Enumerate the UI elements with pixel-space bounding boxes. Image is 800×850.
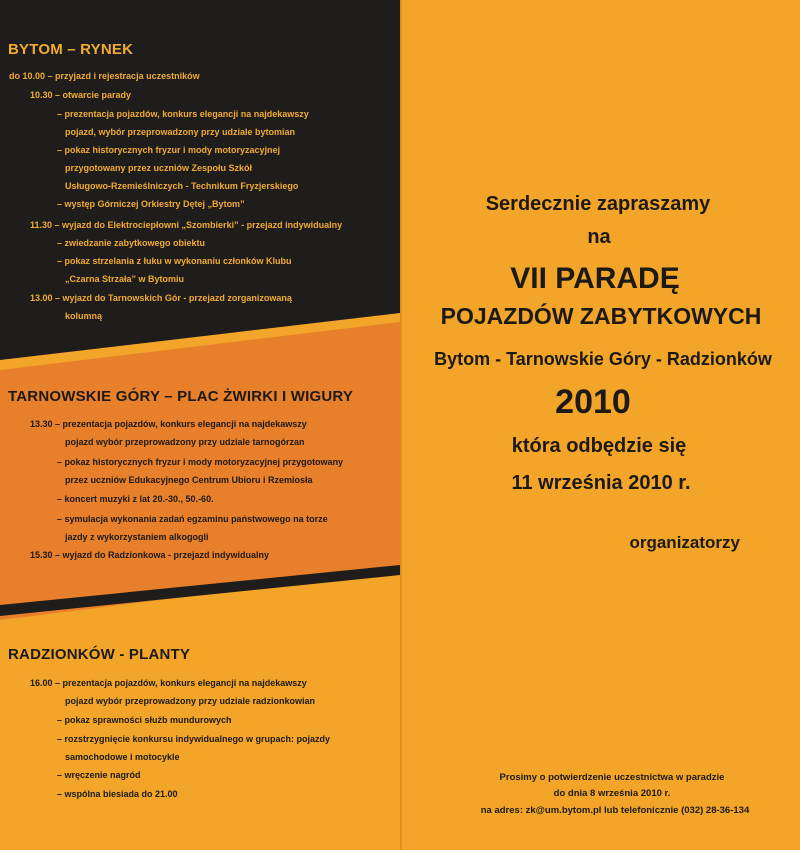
schedule-line: – pokaz sprawności służb mundurowych [57, 715, 232, 725]
schedule-line: – pokaz historycznych fryzur i mody motoryzacyjnej przygotowany [57, 457, 344, 467]
schedule-line: 16.00 – prezentacja pojazdów, konkurs elegancji na najdekawszy [30, 678, 307, 688]
schedule-line: do 10.00 – przyjazd i rejestracja uczestników [9, 71, 200, 81]
schedule-line: 15.30 – wyjazd do Radzionkowa - przejazd indywidualny [30, 550, 270, 560]
schedule-line: – rozstrzygnięcie konkursu indywidualnego w grupach: pojazdy [57, 734, 331, 744]
event-date-intro: która odbędzie się [511, 435, 687, 457]
schedule-line: Usługowo-Rzemieślniczych - Technikum Fryzjerskiego [65, 181, 299, 191]
rsvp-line1: Prosimy o potwierdzenie uczestnictwa w paradzie [499, 772, 725, 783]
schedule-line: – pokaz historycznych fryzur i mody motoryzacyjnej [57, 145, 281, 155]
schedule-line: przez uczniów Edukacyjnego Centrum Ubioru i Rzemiosła [65, 475, 313, 485]
event-route: Bytom - Tarnowskie Góry - Radzionków [434, 349, 772, 369]
event-name-line1: VII PARADĘ [510, 262, 680, 295]
schedule-line: 13.00 – wyjazd do Tarnowskich Gór - przejazd zorganizowaną [30, 293, 292, 303]
rsvp-line2: do dnia 8 września 2010 r. [553, 788, 671, 799]
section-title-radzionkow: RADZIONKÓW - PLANTY [8, 646, 191, 663]
schedule-line: 10.30 – otwarcie parady [30, 90, 132, 100]
event-year: 2010 [555, 383, 631, 421]
event-date: 11 września 2010 r. [511, 472, 691, 494]
schedule-line: – prezentacja pojazdów, konkurs elegancji na najdekawszy [57, 109, 309, 119]
schedule-line: jazdy z wykorzystaniem alkogogli [65, 532, 209, 542]
schedule-line: „Czarna Strzała” w Bytomiu [65, 274, 185, 284]
schedule-line: pojazd wybór przeprowadzony przy udziale radzionkowian [65, 696, 316, 706]
schedule-line: samochodowe i motocykle [65, 752, 180, 762]
schedule-line: – wspólna biesiada do 21.00 [57, 789, 178, 799]
schedule-line: – symulacja wykonania zadań egzaminu państwowego na torze [57, 514, 328, 524]
schedule-line: 11.30 – wyjazd do Elektrociepłowni „Szombierki” - przejazd indywidualny [30, 220, 343, 230]
schedule-line: pojazd, wybór przeprowadzony przy udziale bytomian [65, 127, 296, 137]
event-name-line2: POJAZDÓW ZABYTKOWYCH [440, 303, 762, 329]
rsvp-contact: na adres: zk@um.bytom.pl lub telefonicznie (032) 28-36-134 [480, 805, 750, 816]
section-title-bytom: BYTOM – RYNEK [8, 41, 134, 58]
invitation-greeting: Serdecznie zapraszamy [485, 193, 711, 215]
schedule-line: pojazd wybór przeprowadzony przy udziale tarnogórzan [65, 437, 305, 447]
schedule-line: – pokaz strzelania z łuku w wykonaniu członków Klubu [57, 256, 292, 266]
schedule-line: 13.30 – prezentacja pojazdów, konkurs elegancji na najdekawszy [30, 419, 307, 429]
section-title-tarnowskie-gory: TARNOWSKIE GÓRY – PLAC ŻWIRKI I WIGURY [8, 388, 354, 405]
schedule-line: – wręczenie nagród [57, 770, 141, 780]
schedule-line: – koncert muzyki z lat 20.-30., 50.-60. [57, 494, 214, 504]
schedule-line: – występ Górniczej Orkiestry Dętej „Bytom” [57, 199, 245, 209]
schedule-line: kolumną [65, 311, 103, 321]
schedule-line: przygotowany przez uczniów Zespołu Szkół [65, 163, 253, 173]
schedule-line: – zwiedzanie zabytkowego obiektu [57, 238, 206, 248]
invitation-panel [402, 0, 800, 850]
organizers-label: organizatorzy [629, 533, 740, 552]
invitation-na: na [587, 226, 611, 248]
